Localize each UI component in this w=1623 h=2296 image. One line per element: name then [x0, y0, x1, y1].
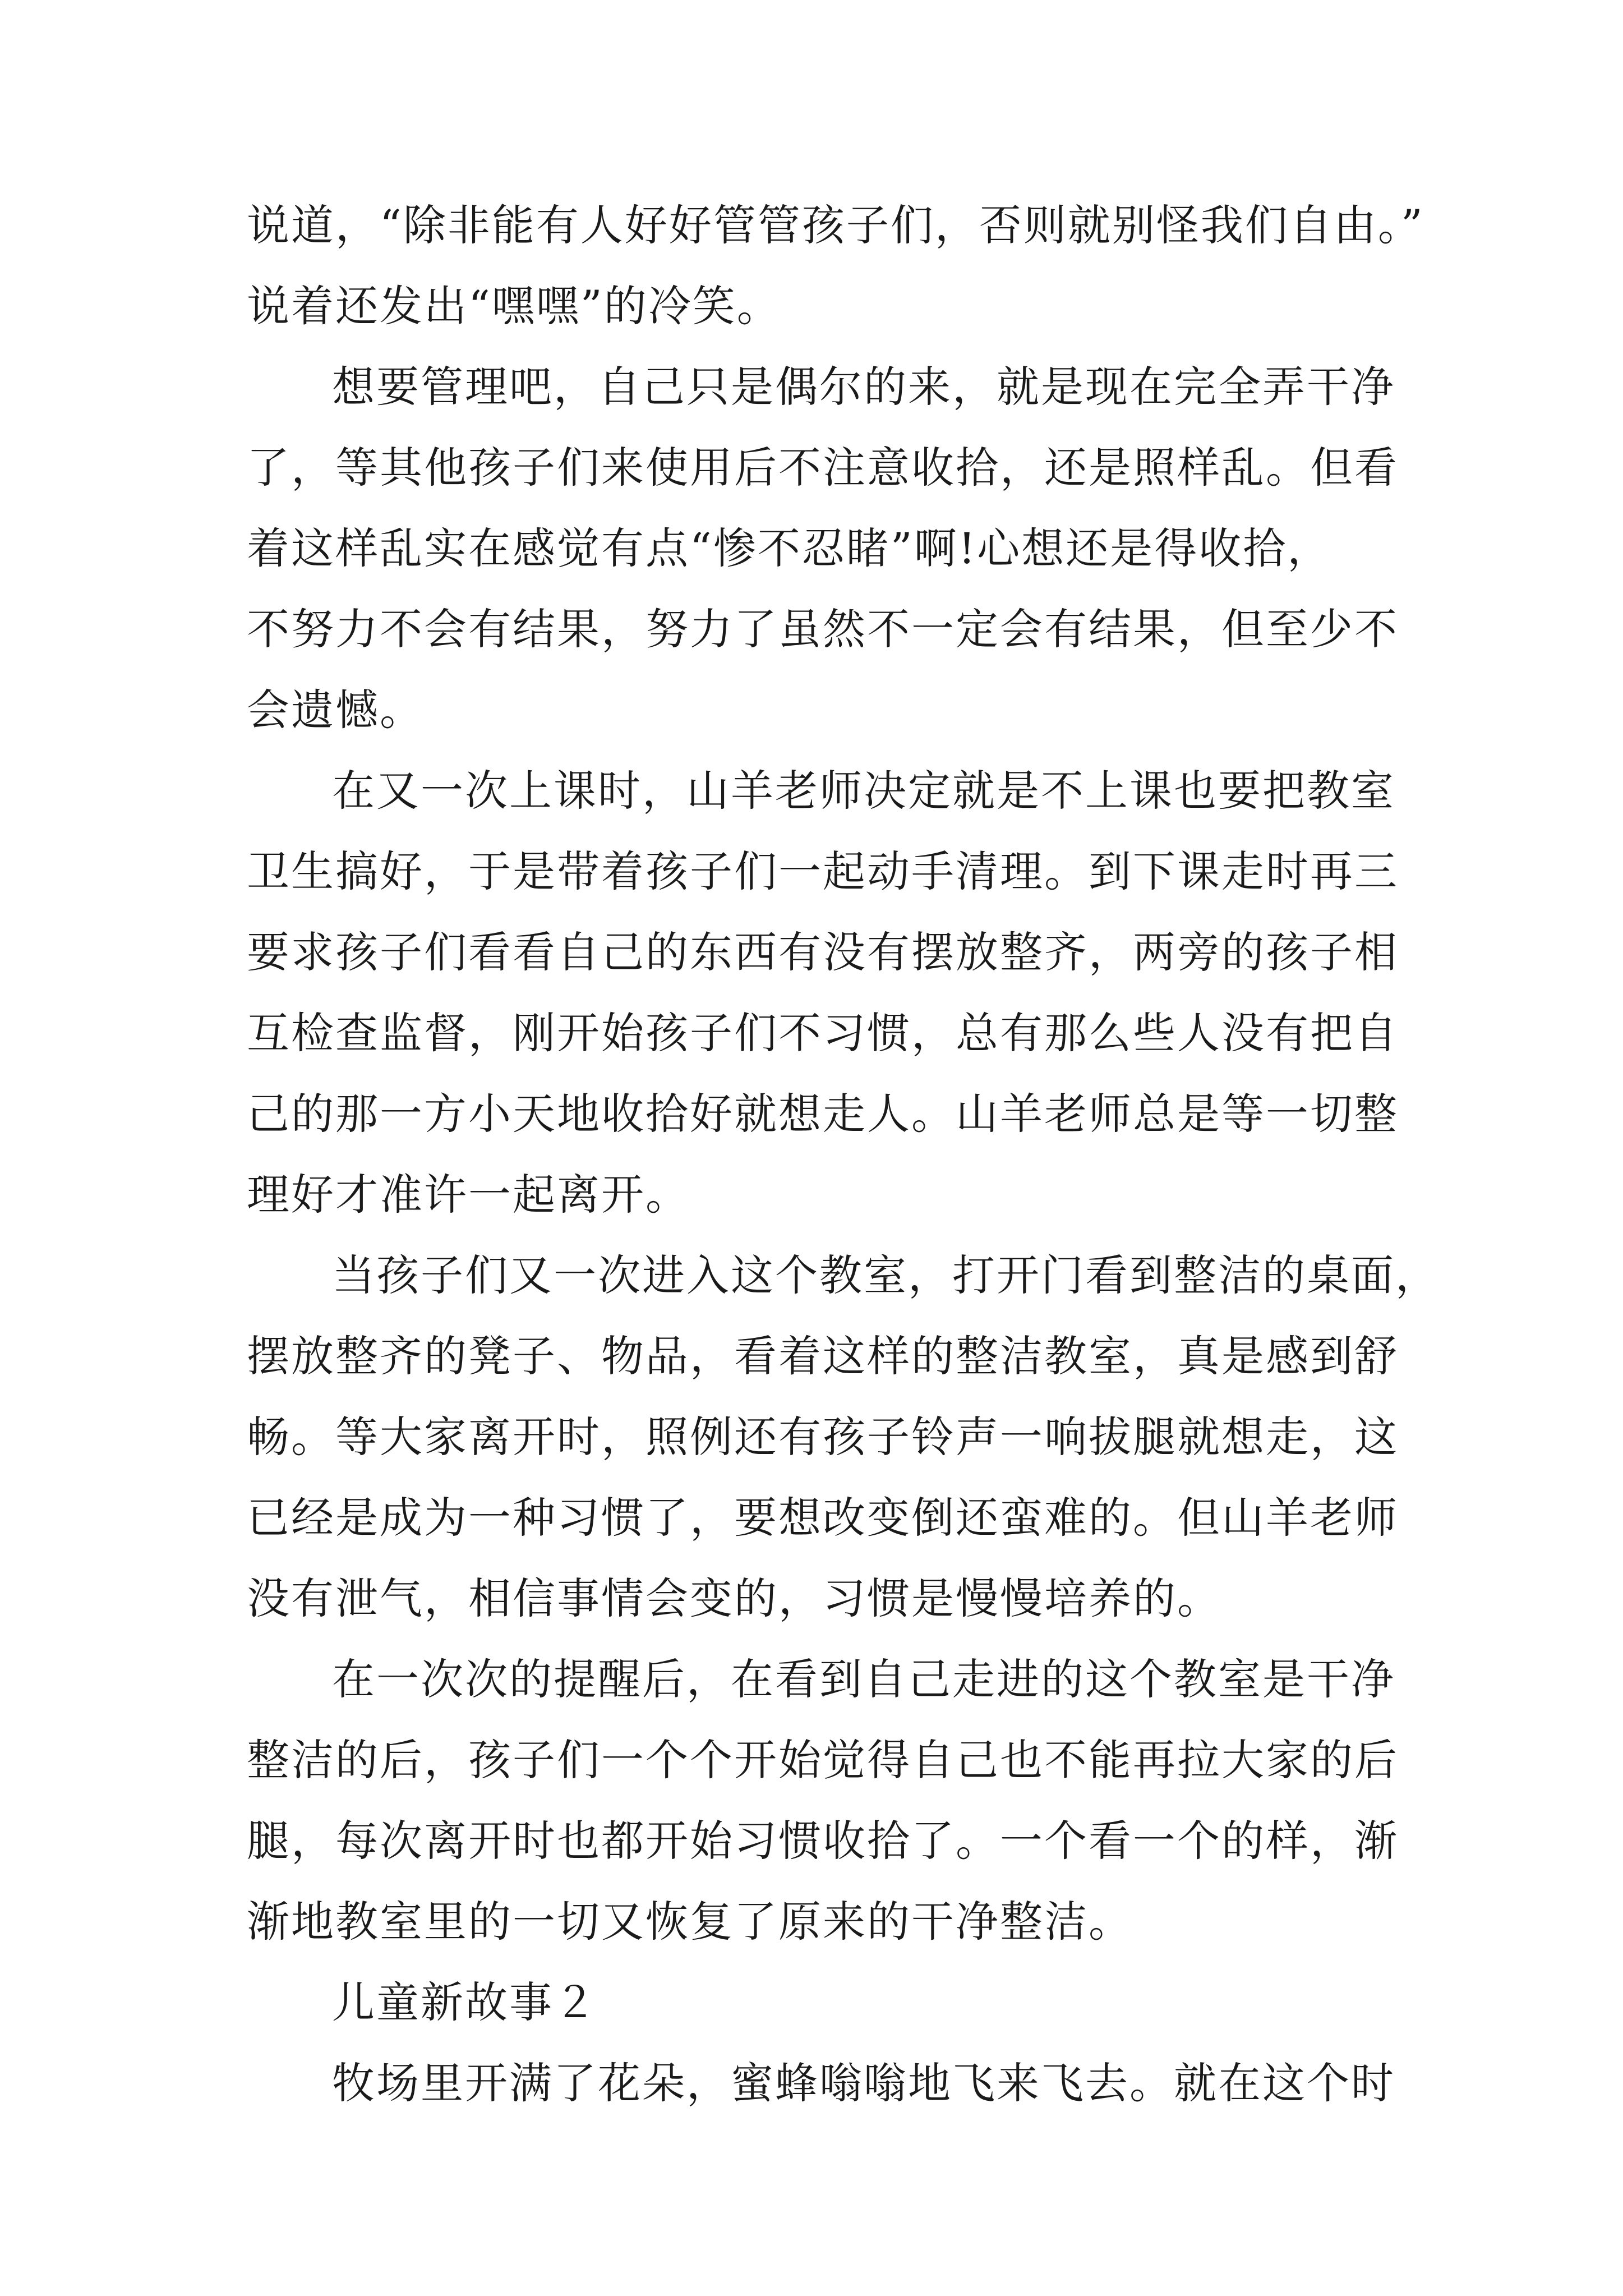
- text-line: 己的那一方小天地收拾好就想走人。山羊老师总是等一切整: [247, 1089, 1399, 1139]
- paragraph: [247, 185, 1424, 347]
- text-line: 渐地教室里的一切又恢复了原来的干净整洁。: [247, 1897, 1133, 1947]
- text-line: 说着还发出“嘿嘿”的冷笑。: [247, 281, 781, 331]
- paragraph: [247, 1235, 1440, 1639]
- paragraph: [247, 751, 1399, 1235]
- text-line: 整洁的后，孩子们一个个开始觉得自己也不能再拉大家的后: [247, 1735, 1399, 1785]
- paragraph: [247, 347, 1399, 751]
- document-body: [247, 185, 1440, 2124]
- text-line: 已经是成为一种习惯了，要想改变倒还蛮难的。但山羊老师: [247, 1493, 1399, 1543]
- text-line: 腿，每次离开时也都开始习惯收拾了。一个看一个的样，渐: [247, 1816, 1399, 1866]
- text-line: 没有泄气，相信事情会变的，习惯是慢慢培养的。: [247, 1573, 1221, 1623]
- heading-line: 儿童新故事２: [332, 1977, 598, 2027]
- text-line: 不努力不会有结果，努力了虽然不一定会有结果，但至少不: [247, 604, 1399, 654]
- text-line: 想要管理吧，自己只是偶尔的来，就是现在完全弄干净: [332, 362, 1395, 412]
- paragraph: [247, 2043, 1395, 2124]
- text-line: 在一次次的提醒后，在看到自己走进的这个教室是干净: [332, 1654, 1395, 1704]
- text-line: 卫生搞好，于是带着孩子们一起动手清理。到下课走时再三: [247, 846, 1399, 896]
- text-line: 了，等其他孩子们来使用后不注意收拾，还是照样乱。但看: [247, 443, 1399, 493]
- text-line: 互检查监督，刚开始孩子们不习惯，总有那么些人没有把自: [247, 1008, 1399, 1058]
- text-line: 说道，“除非能有人好好管管孩子们，否则就别怪我们自由。”: [247, 200, 1424, 250]
- text-line: 畅。等大家离开时，照例还有孩子铃声一响拔腿就想走，这: [247, 1412, 1399, 1462]
- text-line: 着这样乱实在感觉有点“惨不忍睹”啊!心想还是得收拾，: [247, 523, 1332, 573]
- text-line: 当孩子们又一次进入这个教室，打开门看到整洁的桌面，: [332, 1250, 1440, 1300]
- paragraph: [247, 1639, 1399, 1962]
- text-line: 理好才准许一起离开。: [247, 1170, 690, 1220]
- text-line: 牧场里开满了花朵，蜜蜂嗡嗡地飞来飞去。就在这个时: [332, 2058, 1395, 2108]
- section-heading: [247, 1962, 1380, 2043]
- text-line: 摆放整齐的凳子、物品，看着这样的整洁教室，真是感到舒: [247, 1331, 1399, 1381]
- text-line: 在又一次上课时，山羊老师决定就是不上课也要把教室: [332, 766, 1395, 816]
- text-line: 会遗憾。: [247, 685, 424, 735]
- text-line: 要求孩子们看看自己的东西有没有摆放整齐，两旁的孩子相: [247, 927, 1399, 977]
